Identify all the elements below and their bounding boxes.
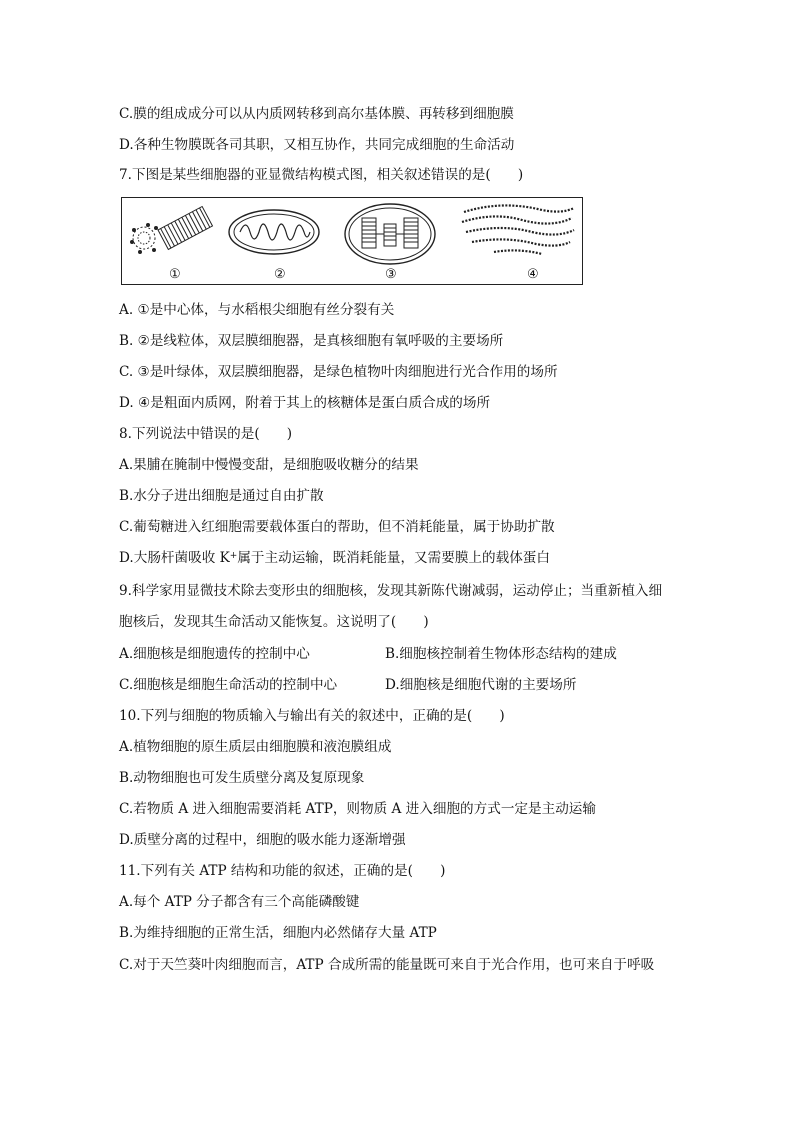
q10-option-d: D.质壁分离的过程中，细胞的吸水能力逐渐增强 [119,832,406,848]
q8-option-a: A.果脯在腌制中慢慢变甜，是细胞吸收糖分的结果 [119,457,419,473]
figure-label-1: ① [169,267,181,282]
q9-option-b: B.细胞核控制着生物体形态结构的建成 [385,646,617,662]
centriole-drawing [131,206,213,253]
q8-option-c: C.葡萄糖进入红细胞需要载体蛋白的帮助，但不消耗能量，属于协助扩散 [119,519,555,535]
mitochondrion-drawing [229,210,319,254]
q9-stem-line1: 9.科学家用显微技术除去变形虫的细胞核，发现其新陈代谢减弱，运动停止；当重新植入细 [119,583,663,599]
q10-option-b: B.动物细胞也可发生质壁分离及复原现象 [119,770,365,786]
chloroplast-drawing [345,204,435,264]
q9-stem-line2: 胞核后，发现其生命活动又能恢复。这说明了( ) [119,614,429,630]
q8-option-d [119,548,550,568]
q7-option-d: D. ④是粗面内质网，附着于其上的核糖体是蛋白质合成的场所 [119,395,491,411]
q9-option-a: A.细胞核是细胞遗传的控制中心 [119,646,310,662]
q7-option-c: C. ③是叶绿体，双层膜细胞器，是绿色植物叶肉细胞进行光合作用的场所 [119,364,558,380]
line-c-membrane: C.膜的组成成分可以从内质网转移到高尔基体膜、再转移到细胞膜 [119,106,514,122]
q8-option-d-part2: 属于主动运输，既消耗能量，又需要膜上的载体蛋白 [237,550,550,566]
organelle-drawings [122,198,582,284]
q7-stem: 7.下图是某些细胞器的亚显微结构模式图，相关叙述错误的是( ) [119,167,524,183]
q8-option-d-part1: D.大肠杆菌吸收 K [119,550,230,566]
q8-option-b: B.水分子进出细胞是通过自由扩散 [119,488,324,504]
q8-option-d-superscript: + [229,551,238,561]
rough-er-drawing [462,205,574,254]
organelle-figure [121,197,583,285]
q10-stem: 10.下列与细胞的物质输入与输出有关的叙述中，正确的是( ) [119,708,505,724]
q10-option-c: C.若物质 A 进入细胞需要消耗 ATP，则物质 A 进入细胞的方式一定是主动运输 [119,801,596,817]
q9-option-d: D.细胞核是细胞代谢的主要场所 [385,677,577,693]
figure-label-2: ② [274,267,286,282]
q7-option-a: A. ①是中心体，与水稻根尖细胞有丝分裂有关 [119,302,395,318]
q11-option-c: C.对于天竺葵叶肉细胞而言，ATP 合成所需的能量既可来自于光合作用，也可来自于呼吸 [119,957,655,973]
q9-option-c: C.细胞核是细胞生命活动的控制中心 [119,677,338,693]
q10-option-a: A.植物细胞的原生质层由细胞膜和液泡膜组成 [119,739,392,755]
q7-option-b: B. ②是线粒体，双层膜细胞器，是真核细胞有氧呼吸的主要场所 [119,333,504,349]
figure-label-4: ④ [527,267,539,282]
q8-stem: 8.下列说法中错误的是( ) [119,426,293,442]
q11-stem: 11.下列有关 ATP 结构和功能的叙述，正确的是( ) [119,863,446,879]
figure-label-3: ③ [385,267,397,282]
q11-option-a: A.每个 ATP 分子都含有三个高能磷酸键 [119,894,360,910]
line-d-membrane: D.各种生物膜既各司其职，又相互协作，共同完成细胞的生命活动 [119,137,515,153]
q11-option-b: B.为维持细胞的正常生活，细胞内必然储存大量 ATP [119,925,437,941]
